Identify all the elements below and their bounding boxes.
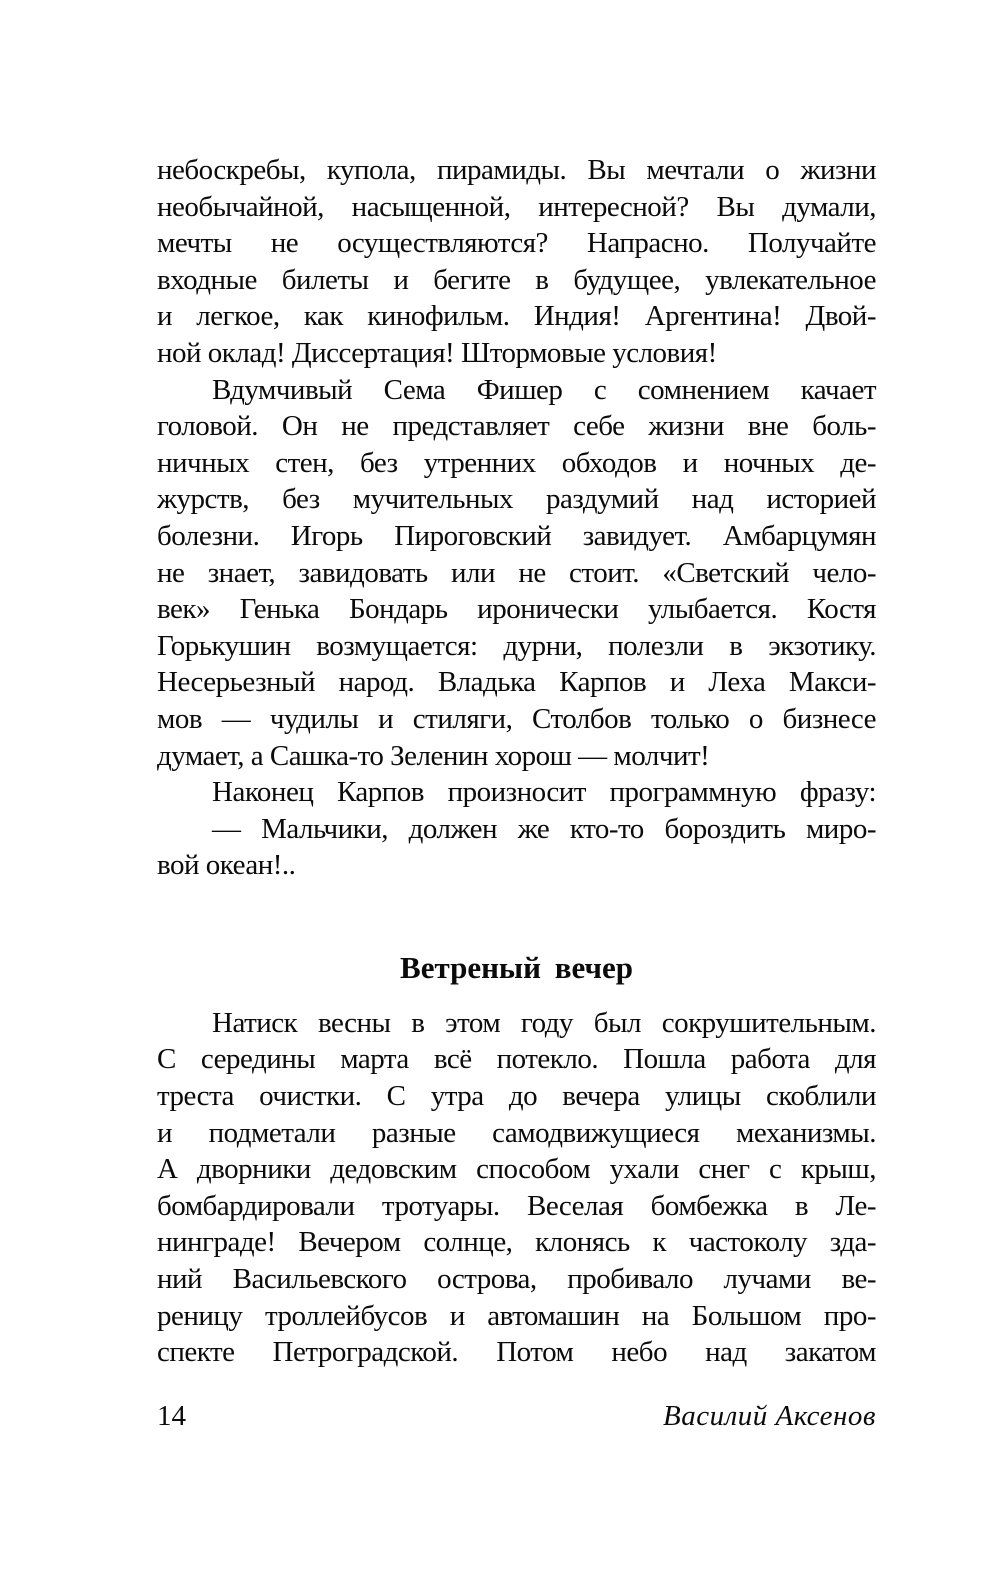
text-line: болезни. Игорь Пироговский завидует. Амбарцумян xyxy=(157,519,876,552)
text-line: Несерьезный народ. Владька Карпов и Леха Макси- xyxy=(157,666,876,699)
text-line: С середины марта всё потекло. Пошла работа для xyxy=(157,1043,876,1076)
running-footer-author: Василий Аксенов xyxy=(663,1400,876,1432)
paragraph xyxy=(157,152,876,372)
text-line: журств, без мучительных раздумий над историей xyxy=(157,483,876,516)
text-line: думает, а Сашка-то Зеленин хорош — молчит! xyxy=(157,739,710,772)
text-line: мечты не осуществляются? Напрасно. Получайте xyxy=(157,227,876,260)
text-line: Горькушин возмущается: дурни, полезли в экзотику. xyxy=(157,629,876,662)
paragraph xyxy=(157,372,876,775)
page-footer xyxy=(157,1398,876,1434)
text-line: вой океан!.. xyxy=(157,849,296,882)
text-line: необычайной, насыщенной, интересной? Вы думали, xyxy=(157,190,876,223)
text-line: бомбардировали тротуары. Веселая бомбежка в Ле- xyxy=(157,1189,876,1222)
text-block xyxy=(157,152,876,1371)
paragraph xyxy=(157,774,876,811)
section-heading: Ветреный вечер xyxy=(400,949,633,985)
text-line: ничных стен, без утренних обходов и ночных де- xyxy=(157,446,876,479)
page-number: 14 xyxy=(157,1400,186,1432)
text-line: головой. Он не представляет себе жизни вне боль- xyxy=(157,410,876,443)
text-line: входные билеты и бегите в будущее, увлекательное xyxy=(157,263,876,296)
text-line: и подметали разные самодвижущиеся механизмы. xyxy=(157,1116,876,1149)
text-line: не знает, завидовать или не стоит. «Светский чело- xyxy=(157,556,876,589)
text-line: ний Васильевского острова, пробивало лучами ве- xyxy=(157,1263,876,1296)
text-line: ной оклад! Диссертация! Штормовые условия! xyxy=(157,336,717,369)
text-line: небоскребы, купола, пирамиды. Вы мечтали о жизни xyxy=(157,154,876,186)
paragraph xyxy=(157,1005,876,1371)
paragraph xyxy=(157,811,876,884)
text-line: нинграде! Вечером солнце, клонясь к частоколу зда- xyxy=(157,1226,876,1259)
text-line: Наконец Карпов произносит программную фразу: xyxy=(212,776,876,809)
text-line: Вдумчивый Сема Фишер с сомнением качает xyxy=(212,373,876,406)
text-line: реницу троллейбусов и автомашин на Большом про- xyxy=(157,1299,876,1332)
text-line: — Мальчики, должен же кто-то бороздить миро- xyxy=(212,812,876,845)
text-line: спекте Петроградской. Потом небо над закатом xyxy=(157,1336,876,1369)
text-line: и легкое, как кинофильм. Индия! Аргентина! Двой- xyxy=(157,300,876,333)
text-line: мов — чудилы и стиляги, Столбов только о бизнесе xyxy=(157,702,876,735)
text-line: А дворники дедовским способом ухали снег с крыш, xyxy=(157,1153,876,1186)
text-line: век» Генька Бондарь иронически улыбается. Костя xyxy=(157,593,876,626)
text-line: Натиск весны в этом году был сокрушительным. xyxy=(212,1006,876,1039)
text-line: треста очистки. С утра до вечера улицы скоблили xyxy=(157,1080,876,1113)
